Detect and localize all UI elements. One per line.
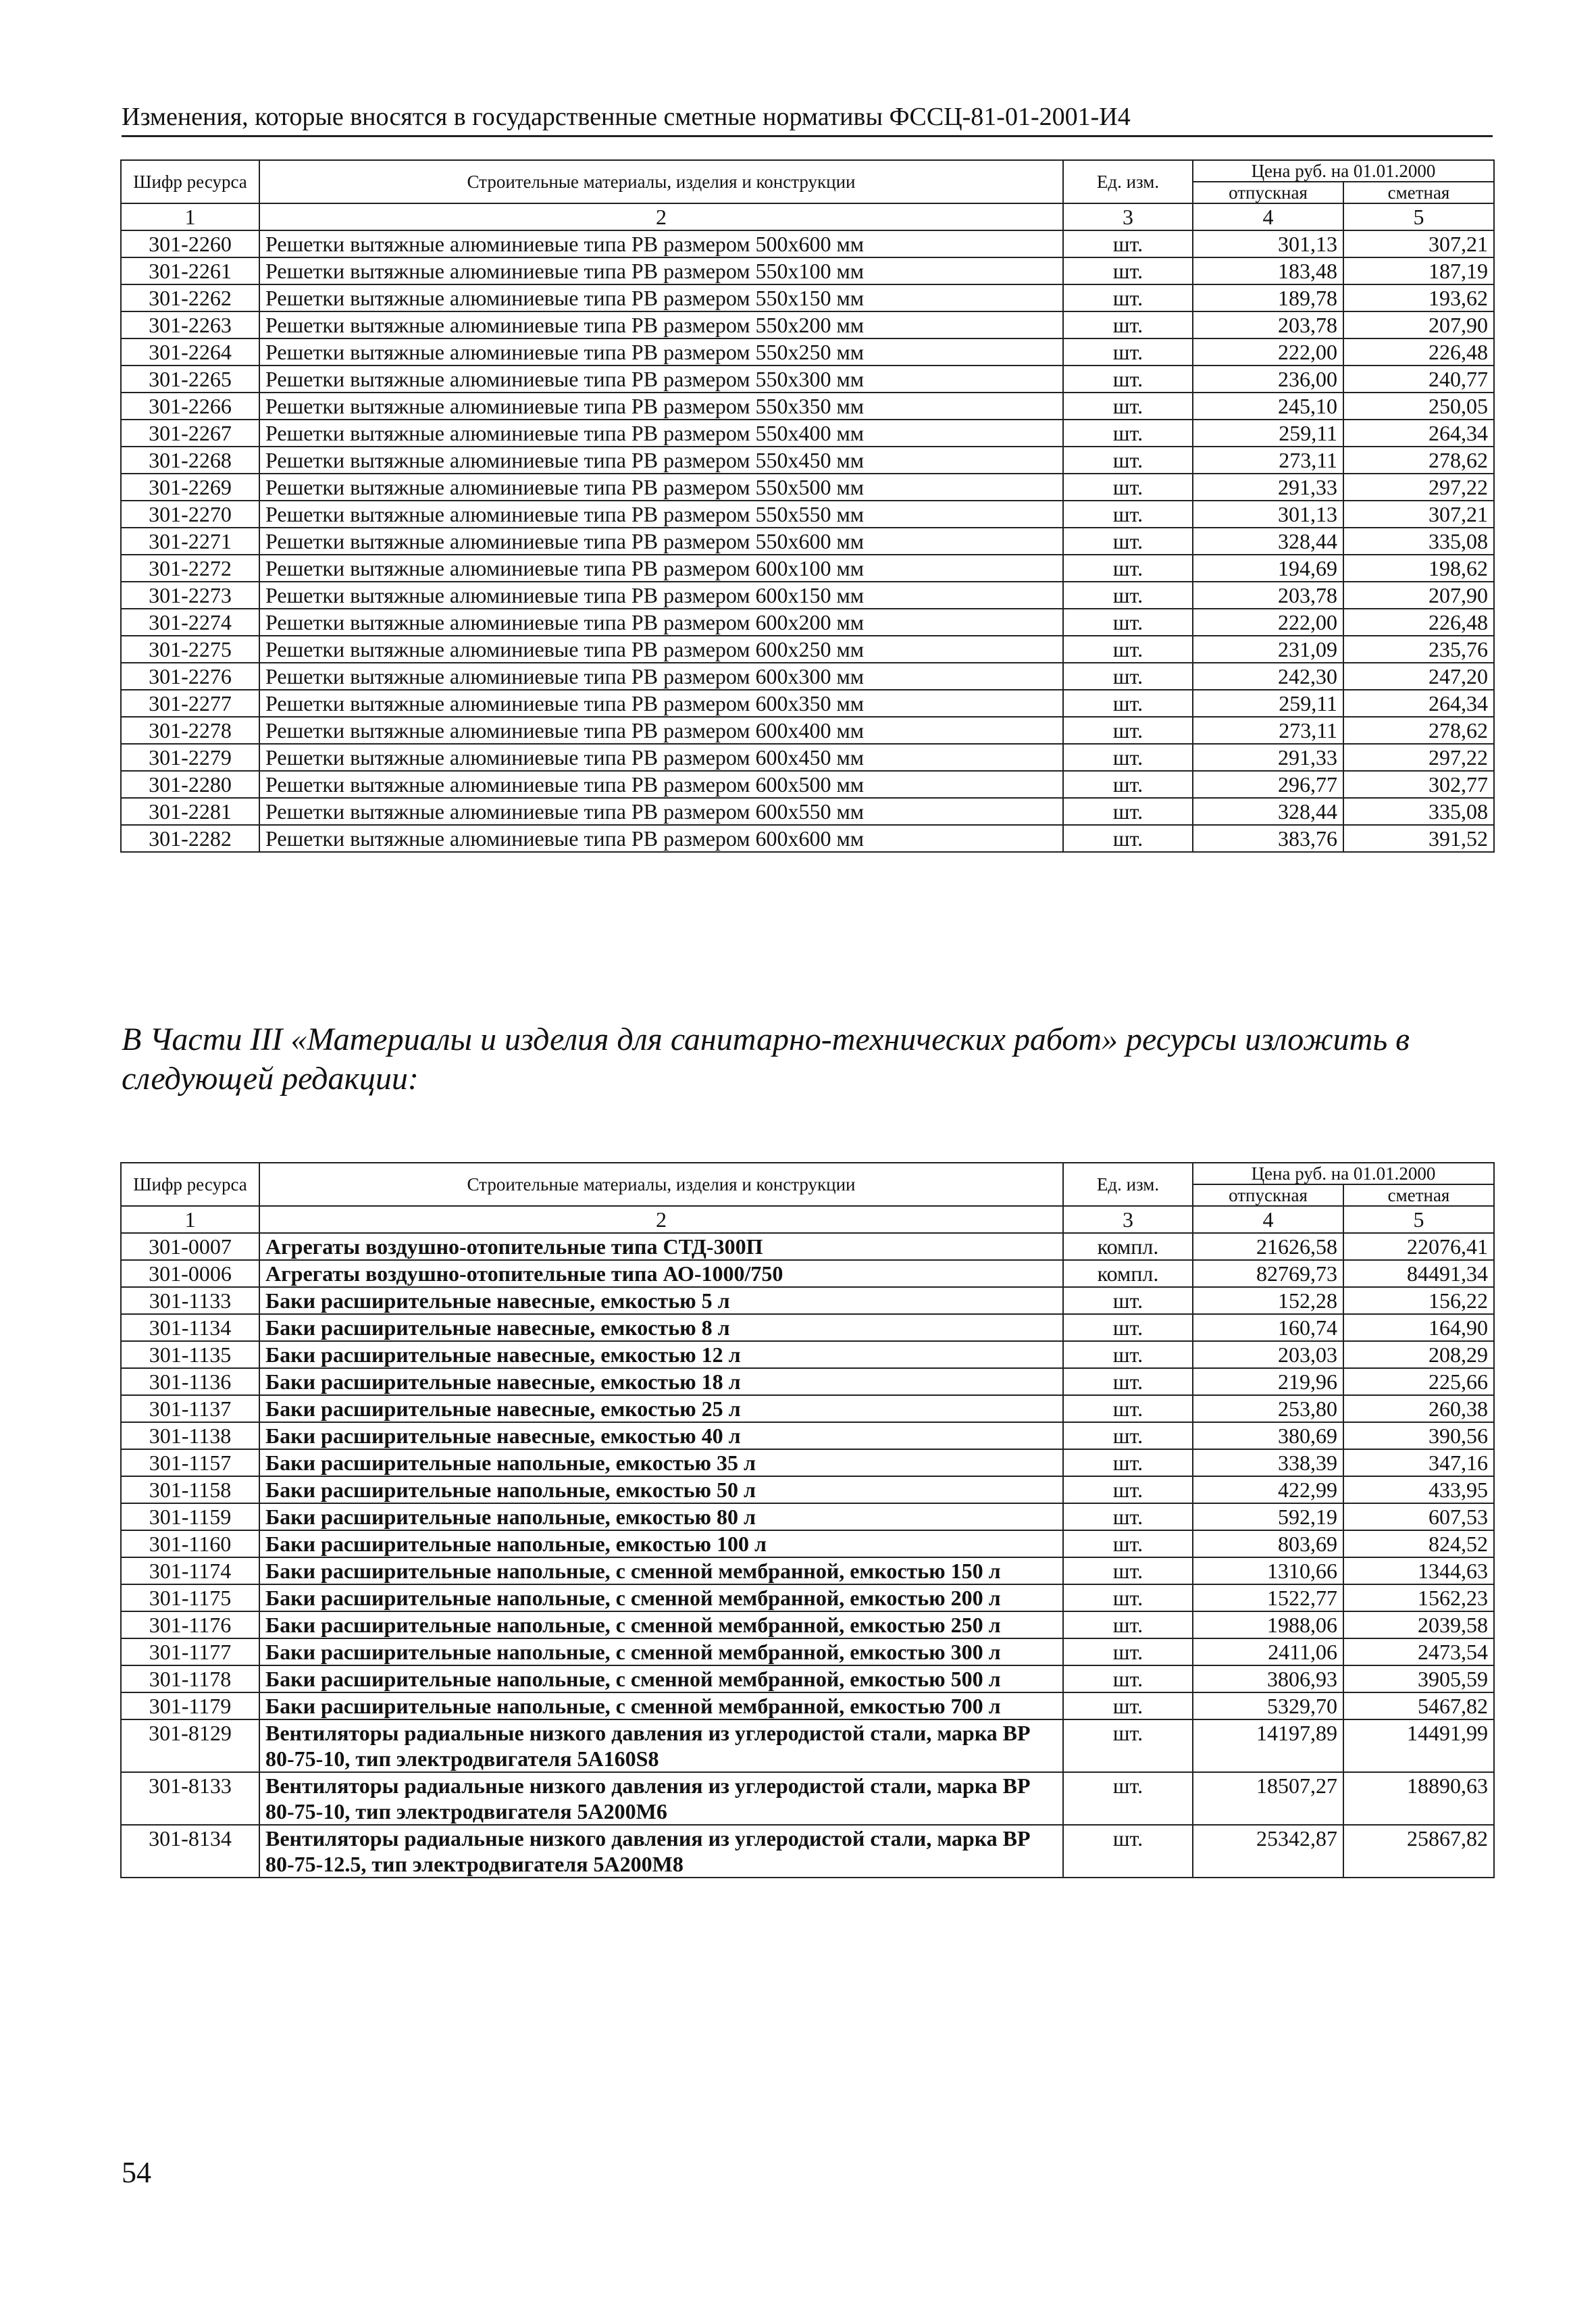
- table-row: [121, 1287, 1494, 1314]
- column-number: 2: [259, 1206, 1063, 1233]
- material-name: Вентиляторы радиальные низкого давления из углеродистой стали, марка ВР 80-75-10, тип электродвигателя 5А160S8: [259, 1719, 1063, 1772]
- unit-cell: шт.: [1063, 501, 1193, 528]
- material-name: Решетки вытяжные алюминиевые типа РВ размером 600x150 мм: [259, 582, 1063, 609]
- estimate-price: 22076,41: [1343, 1233, 1494, 1260]
- unit-cell: шт.: [1063, 609, 1193, 636]
- release-price: 203,03: [1193, 1341, 1343, 1368]
- estimate-price: 14491,99: [1343, 1719, 1494, 1772]
- table-row: [121, 690, 1494, 717]
- material-name: Решетки вытяжные алюминиевые типа РВ размером 550x350 мм: [259, 393, 1063, 420]
- estimate-price: 5467,82: [1343, 1692, 1494, 1719]
- estimate-price: 307,21: [1343, 501, 1494, 528]
- release-price: 18507,27: [1193, 1772, 1343, 1825]
- estimate-price: 302,77: [1343, 771, 1494, 798]
- material-name: Баки расширительные навесные, емкостью 25 л: [259, 1395, 1063, 1422]
- material-name: Баки расширительные напольные, емкостью 35 л: [259, 1449, 1063, 1476]
- release-price: 189,78: [1193, 284, 1343, 311]
- resource-code: 301-2266: [121, 393, 259, 420]
- table-row: [121, 501, 1494, 528]
- estimate-price: 164,90: [1343, 1314, 1494, 1341]
- table-row: [121, 1476, 1494, 1503]
- material-name: Баки расширительные навесные, емкостью 40 л: [259, 1422, 1063, 1449]
- unit-cell: шт.: [1063, 1692, 1193, 1719]
- name-header: Строительные материалы, изделия и конструкции: [259, 1163, 1063, 1206]
- release-price: 328,44: [1193, 528, 1343, 555]
- release-price: 194,69: [1193, 555, 1343, 582]
- estimate-price: 297,22: [1343, 744, 1494, 771]
- estimate-price: 391,52: [1343, 825, 1494, 852]
- material-name: Решетки вытяжные алюминиевые типа РВ размером 550x500 мм: [259, 474, 1063, 501]
- material-name: Решетки вытяжные алюминиевые типа РВ размером 600x550 мм: [259, 798, 1063, 825]
- table-row: [121, 338, 1494, 366]
- estimate-price: 207,90: [1343, 582, 1494, 609]
- estimate-price: 297,22: [1343, 474, 1494, 501]
- unit-header: Ед. изм.: [1063, 1163, 1193, 1206]
- unit-cell: шт.: [1063, 1611, 1193, 1638]
- table-row: [121, 609, 1494, 636]
- table-header-row: [121, 160, 1494, 182]
- resource-code: 301-2281: [121, 798, 259, 825]
- release-price: 301,13: [1193, 230, 1343, 257]
- unit-cell: шт.: [1063, 393, 1193, 420]
- material-name: Баки расширительные навесные, емкостью 18 л: [259, 1368, 1063, 1395]
- table-row: [121, 1233, 1494, 1260]
- material-name: Решетки вытяжные алюминиевые типа РВ размером 600x400 мм: [259, 717, 1063, 744]
- material-name: Решетки вытяжные алюминиевые типа РВ размером 550x250 мм: [259, 338, 1063, 366]
- material-name: Баки расширительные напольные, с сменной мембранной, емкостью 150 л: [259, 1557, 1063, 1584]
- page-number: 54: [122, 2156, 151, 2189]
- material-name: Решетки вытяжные алюминиевые типа РВ размером 600x300 мм: [259, 663, 1063, 690]
- unit-cell: шт.: [1063, 555, 1193, 582]
- release-price: 245,10: [1193, 393, 1343, 420]
- unit-header: Ед. изм.: [1063, 160, 1193, 203]
- price-estimate-header: сметная: [1343, 182, 1494, 203]
- table-row: [121, 1341, 1494, 1368]
- estimate-price: 607,53: [1343, 1503, 1494, 1530]
- release-price: 291,33: [1193, 474, 1343, 501]
- estimate-price: 278,62: [1343, 717, 1494, 744]
- estimate-price: 278,62: [1343, 447, 1494, 474]
- resource-code: 301-1176: [121, 1611, 259, 1638]
- unit-cell: шт.: [1063, 1557, 1193, 1584]
- table-row: [121, 447, 1494, 474]
- table-row: [121, 825, 1494, 852]
- release-price: 2411,06: [1193, 1638, 1343, 1665]
- estimate-price: 84491,34: [1343, 1260, 1494, 1287]
- estimate-price: 198,62: [1343, 555, 1494, 582]
- release-price: 273,11: [1193, 447, 1343, 474]
- table-row: [121, 1772, 1494, 1825]
- table-row: [121, 1719, 1494, 1772]
- table-row: [121, 284, 1494, 311]
- estimate-price: 264,34: [1343, 690, 1494, 717]
- resource-code: 301-0007: [121, 1233, 259, 1260]
- release-price: 1522,77: [1193, 1584, 1343, 1611]
- material-name: Решетки вытяжные алюминиевые типа РВ размером 600x600 мм: [259, 825, 1063, 852]
- unit-cell: шт.: [1063, 1530, 1193, 1557]
- unit-cell: шт.: [1063, 1395, 1193, 1422]
- section-note: В Части III «Материалы и изделия для санитарно-технических работ» ресурсы изложить в следующей редакции:: [122, 1022, 1410, 1097]
- resource-code: 301-8129: [121, 1719, 259, 1772]
- unit-cell: шт.: [1063, 771, 1193, 798]
- resource-code: 301-8133: [121, 1772, 259, 1825]
- unit-cell: шт.: [1063, 798, 1193, 825]
- release-price: 328,44: [1193, 798, 1343, 825]
- resource-code: 301-2268: [121, 447, 259, 474]
- material-name: Баки расширительные напольные, с сменной мембранной, емкостью 700 л: [259, 1692, 1063, 1719]
- table-2-body: [121, 1233, 1494, 1878]
- release-price: 231,09: [1193, 636, 1343, 663]
- resource-code: 301-1178: [121, 1665, 259, 1692]
- material-name: Решетки вытяжные алюминиевые типа РВ размером 600x350 мм: [259, 690, 1063, 717]
- table-row: [121, 1395, 1494, 1422]
- table-row: [121, 1530, 1494, 1557]
- unit-cell: шт.: [1063, 366, 1193, 393]
- unit-cell: шт.: [1063, 1772, 1193, 1825]
- resource-code: 301-1134: [121, 1314, 259, 1341]
- column-number: 5: [1343, 1206, 1494, 1233]
- material-name: Решетки вытяжные алюминиевые типа РВ размером 550x450 мм: [259, 447, 1063, 474]
- release-price: 259,11: [1193, 420, 1343, 447]
- estimate-price: 1344,63: [1343, 1557, 1494, 1584]
- estimate-price: 250,05: [1343, 393, 1494, 420]
- resource-code: 301-8134: [121, 1825, 259, 1878]
- resource-code: 301-2272: [121, 555, 259, 582]
- unit-cell: шт.: [1063, 663, 1193, 690]
- table-row: [121, 1638, 1494, 1665]
- material-name: Решетки вытяжные алюминиевые типа РВ размером 550x150 мм: [259, 284, 1063, 311]
- release-price: 259,11: [1193, 690, 1343, 717]
- unit-cell: шт.: [1063, 311, 1193, 338]
- estimate-price: 335,08: [1343, 528, 1494, 555]
- table-row: [121, 1260, 1494, 1287]
- table-row: [121, 1503, 1494, 1530]
- price-estimate-header: сметная: [1343, 1184, 1494, 1206]
- unit-cell: шт.: [1063, 257, 1193, 284]
- resource-code: 301-2282: [121, 825, 259, 852]
- release-price: 296,77: [1193, 771, 1343, 798]
- code-header: Шифр ресурса: [121, 160, 259, 203]
- release-price: 422,99: [1193, 1476, 1343, 1503]
- unit-cell: шт.: [1063, 230, 1193, 257]
- table-row: [121, 474, 1494, 501]
- material-name: Вентиляторы радиальные низкого давления из углеродистой стали, марка ВР 80-75-12.5, тип электродвигателя 5А200М8: [259, 1825, 1063, 1878]
- estimate-price: 307,21: [1343, 230, 1494, 257]
- estimate-price: 207,90: [1343, 311, 1494, 338]
- resource-code: 301-1133: [121, 1287, 259, 1314]
- material-name: Баки расширительные напольные, емкостью 80 л: [259, 1503, 1063, 1530]
- column-number: 4: [1193, 203, 1343, 230]
- estimate-price: 240,77: [1343, 366, 1494, 393]
- material-name: Решетки вытяжные алюминиевые типа РВ размером 550x600 мм: [259, 528, 1063, 555]
- estimate-price: 1562,23: [1343, 1584, 1494, 1611]
- material-name: Решетки вытяжные алюминиевые типа РВ размером 600x450 мм: [259, 744, 1063, 771]
- table-row: [121, 582, 1494, 609]
- material-name: Баки расширительные навесные, емкостью 8 л: [259, 1314, 1063, 1341]
- table-row: [121, 771, 1494, 798]
- table-row: [121, 717, 1494, 744]
- material-name: Баки расширительные напольные, с сменной мембранной, емкостью 250 л: [259, 1611, 1063, 1638]
- unit-cell: шт.: [1063, 1476, 1193, 1503]
- estimate-price: 824,52: [1343, 1530, 1494, 1557]
- resource-code: 301-2273: [121, 582, 259, 609]
- material-name: Агрегаты воздушно-отопительные типа СТД-300П: [259, 1233, 1063, 1260]
- resource-code: 301-1174: [121, 1557, 259, 1584]
- release-price: 5329,70: [1193, 1692, 1343, 1719]
- material-name: Решетки вытяжные алюминиевые типа РВ размером 500x600 мм: [259, 230, 1063, 257]
- column-number: 3: [1063, 203, 1193, 230]
- unit-cell: шт.: [1063, 582, 1193, 609]
- estimate-price: 18890,63: [1343, 1772, 1494, 1825]
- estimate-price: 335,08: [1343, 798, 1494, 825]
- resource-code: 301-2262: [121, 284, 259, 311]
- release-price: 380,69: [1193, 1422, 1343, 1449]
- release-price: 1310,66: [1193, 1557, 1343, 1584]
- column-number-row: [121, 1206, 1494, 1233]
- release-price: 803,69: [1193, 1530, 1343, 1557]
- unit-cell: шт.: [1063, 447, 1193, 474]
- release-price: 21626,58: [1193, 1233, 1343, 1260]
- estimate-price: 433,95: [1343, 1476, 1494, 1503]
- table-row: [121, 636, 1494, 663]
- resource-code: 301-2260: [121, 230, 259, 257]
- material-name: Баки расширительные навесные, емкостью 12 л: [259, 1341, 1063, 1368]
- table-row: [121, 311, 1494, 338]
- release-price: 152,28: [1193, 1287, 1343, 1314]
- unit-cell: шт.: [1063, 1287, 1193, 1314]
- unit-cell: компл.: [1063, 1233, 1193, 1260]
- resource-code: 301-1135: [121, 1341, 259, 1368]
- release-price: 219,96: [1193, 1368, 1343, 1395]
- resource-code: 301-2267: [121, 420, 259, 447]
- material-name: Баки расширительные напольные, емкостью 100 л: [259, 1530, 1063, 1557]
- resource-code: 301-1138: [121, 1422, 259, 1449]
- unit-cell: шт.: [1063, 1341, 1193, 1368]
- table-row: [121, 1314, 1494, 1341]
- resource-code: 301-1159: [121, 1503, 259, 1530]
- table-row: [121, 744, 1494, 771]
- release-price: 242,30: [1193, 663, 1343, 690]
- material-name: Баки расширительные напольные, емкостью 50 л: [259, 1476, 1063, 1503]
- estimate-price: 156,22: [1343, 1287, 1494, 1314]
- material-name: Решетки вытяжные алюминиевые типа РВ размером 550x100 мм: [259, 257, 1063, 284]
- resource-code: 301-1175: [121, 1584, 259, 1611]
- unit-cell: шт.: [1063, 1503, 1193, 1530]
- estimate-price: 225,66: [1343, 1368, 1494, 1395]
- release-price: 253,80: [1193, 1395, 1343, 1422]
- table-row: [121, 1449, 1494, 1476]
- table-row: [121, 1825, 1494, 1878]
- unit-cell: шт.: [1063, 1368, 1193, 1395]
- release-price: 338,39: [1193, 1449, 1343, 1476]
- unit-cell: шт.: [1063, 1665, 1193, 1692]
- unit-cell: шт.: [1063, 636, 1193, 663]
- release-price: 14197,89: [1193, 1719, 1343, 1772]
- resource-code: 301-2280: [121, 771, 259, 798]
- resource-code: 301-1137: [121, 1395, 259, 1422]
- release-price: 383,76: [1193, 825, 1343, 852]
- release-price: 1988,06: [1193, 1611, 1343, 1638]
- estimate-price: 2039,58: [1343, 1611, 1494, 1638]
- unit-cell: шт.: [1063, 717, 1193, 744]
- material-name: Решетки вытяжные алюминиевые типа РВ размером 600x500 мм: [259, 771, 1063, 798]
- resource-code: 301-2278: [121, 717, 259, 744]
- table-row: [121, 1584, 1494, 1611]
- unit-cell: шт.: [1063, 420, 1193, 447]
- release-price: 3806,93: [1193, 1665, 1343, 1692]
- release-price: 25342,87: [1193, 1825, 1343, 1878]
- table-row: [121, 1665, 1494, 1692]
- price-table-1: [120, 159, 1495, 853]
- table-row: [121, 555, 1494, 582]
- resource-code: 301-2276: [121, 663, 259, 690]
- table-row: [121, 1422, 1494, 1449]
- column-number: 1: [121, 1206, 259, 1233]
- resource-code: 301-2277: [121, 690, 259, 717]
- estimate-price: 247,20: [1343, 663, 1494, 690]
- unit-cell: шт.: [1063, 1449, 1193, 1476]
- release-price: 592,19: [1193, 1503, 1343, 1530]
- table-row: [121, 798, 1494, 825]
- resource-code: 301-0006: [121, 1260, 259, 1287]
- release-price: 183,48: [1193, 257, 1343, 284]
- release-price: 160,74: [1193, 1314, 1343, 1341]
- material-name: Решетки вытяжные алюминиевые типа РВ размером 600x200 мм: [259, 609, 1063, 636]
- unit-cell: шт.: [1063, 1422, 1193, 1449]
- release-price: 222,00: [1193, 338, 1343, 366]
- table-row: [121, 528, 1494, 555]
- material-name: Решетки вытяжные алюминиевые типа РВ размером 550x200 мм: [259, 311, 1063, 338]
- unit-cell: шт.: [1063, 1825, 1193, 1878]
- unit-cell: шт.: [1063, 690, 1193, 717]
- resource-code: 301-2264: [121, 338, 259, 366]
- material-name: Решетки вытяжные алюминиевые типа РВ размером 600x250 мм: [259, 636, 1063, 663]
- unit-cell: шт.: [1063, 474, 1193, 501]
- estimate-price: 208,29: [1343, 1341, 1494, 1368]
- estimate-price: 187,19: [1343, 257, 1494, 284]
- estimate-price: 347,16: [1343, 1449, 1494, 1476]
- resource-code: 301-2271: [121, 528, 259, 555]
- estimate-price: 2473,54: [1343, 1638, 1494, 1665]
- resource-code: 301-2270: [121, 501, 259, 528]
- column-number: 3: [1063, 1206, 1193, 1233]
- price-group-header: Цена руб. на 01.01.2000: [1193, 1163, 1494, 1184]
- estimate-price: 3905,59: [1343, 1665, 1494, 1692]
- price-group-header: Цена руб. на 01.01.2000: [1193, 160, 1494, 182]
- table-1-body: [121, 230, 1494, 852]
- column-number: 4: [1193, 1206, 1343, 1233]
- release-price: 203,78: [1193, 311, 1343, 338]
- column-number: 2: [259, 203, 1063, 230]
- table-row: [121, 1557, 1494, 1584]
- material-name: Баки расширительные навесные, емкостью 5 л: [259, 1287, 1063, 1314]
- release-price: 203,78: [1193, 582, 1343, 609]
- estimate-price: 25867,82: [1343, 1825, 1494, 1878]
- material-name: Решетки вытяжные алюминиевые типа РВ размером 550x550 мм: [259, 501, 1063, 528]
- unit-cell: шт.: [1063, 284, 1193, 311]
- table-header-row: [121, 1163, 1494, 1184]
- resource-code: 301-1136: [121, 1368, 259, 1395]
- release-price: 301,13: [1193, 501, 1343, 528]
- table-row: [121, 1368, 1494, 1395]
- material-name: Баки расширительные напольные, с сменной мембранной, емкостью 500 л: [259, 1665, 1063, 1692]
- unit-cell: компл.: [1063, 1260, 1193, 1287]
- table-row: [121, 420, 1494, 447]
- unit-cell: шт.: [1063, 528, 1193, 555]
- estimate-price: 235,76: [1343, 636, 1494, 663]
- price-release-header: отпускная: [1193, 1184, 1343, 1206]
- material-name: Баки расширительные напольные, с сменной мембранной, емкостью 200 л: [259, 1584, 1063, 1611]
- resource-code: 301-1160: [121, 1530, 259, 1557]
- material-name: Решетки вытяжные алюминиевые типа РВ размером 550x300 мм: [259, 366, 1063, 393]
- release-price: 82769,73: [1193, 1260, 1343, 1287]
- price-table-2: [120, 1162, 1495, 1878]
- resource-code: 301-1179: [121, 1692, 259, 1719]
- table-row: [121, 1692, 1494, 1719]
- estimate-price: 193,62: [1343, 284, 1494, 311]
- table-row: [121, 1611, 1494, 1638]
- table-row: [121, 393, 1494, 420]
- resource-code: 301-2274: [121, 609, 259, 636]
- table-row: [121, 257, 1494, 284]
- resource-code: 301-2275: [121, 636, 259, 663]
- column-number-row: [121, 203, 1494, 230]
- release-price: 273,11: [1193, 717, 1343, 744]
- material-name: Решетки вытяжные алюминиевые типа РВ размером 550x400 мм: [259, 420, 1063, 447]
- unit-cell: шт.: [1063, 338, 1193, 366]
- unit-cell: шт.: [1063, 1719, 1193, 1772]
- resource-code: 301-1158: [121, 1476, 259, 1503]
- page-header: Изменения, которые вносятся в государственные сметные нормативы ФССЦ-81-01-2001-И4: [122, 101, 1493, 137]
- name-header: Строительные материалы, изделия и конструкции: [259, 160, 1063, 203]
- code-header: Шифр ресурса: [121, 1163, 259, 1206]
- table-row: [121, 663, 1494, 690]
- unit-cell: шт.: [1063, 825, 1193, 852]
- estimate-price: 260,38: [1343, 1395, 1494, 1422]
- column-number: 5: [1343, 203, 1494, 230]
- price-release-header: отпускная: [1193, 182, 1343, 203]
- estimate-price: 226,48: [1343, 609, 1494, 636]
- unit-cell: шт.: [1063, 1584, 1193, 1611]
- resource-code: 301-2269: [121, 474, 259, 501]
- release-price: 236,00: [1193, 366, 1343, 393]
- table-row: [121, 366, 1494, 393]
- material-name: Решетки вытяжные алюминиевые типа РВ размером 600x100 мм: [259, 555, 1063, 582]
- resource-code: 301-2261: [121, 257, 259, 284]
- unit-cell: шт.: [1063, 1314, 1193, 1341]
- resource-code: 301-1157: [121, 1449, 259, 1476]
- unit-cell: шт.: [1063, 1638, 1193, 1665]
- resource-code: 301-2263: [121, 311, 259, 338]
- column-number: 1: [121, 203, 259, 230]
- material-name: Баки расширительные напольные, с сменной мембранной, емкостью 300 л: [259, 1638, 1063, 1665]
- estimate-price: 390,56: [1343, 1422, 1494, 1449]
- estimate-price: 264,34: [1343, 420, 1494, 447]
- release-price: 222,00: [1193, 609, 1343, 636]
- resource-code: 301-1177: [121, 1638, 259, 1665]
- material-name: Вентиляторы радиальные низкого давления из углеродистой стали, марка ВР 80-75-10, тип электродвигателя 5А200М6: [259, 1772, 1063, 1825]
- resource-code: 301-2279: [121, 744, 259, 771]
- release-price: 291,33: [1193, 744, 1343, 771]
- estimate-price: 226,48: [1343, 338, 1494, 366]
- resource-code: 301-2265: [121, 366, 259, 393]
- material-name: Агрегаты воздушно-отопительные типа АО-1000/750: [259, 1260, 1063, 1287]
- unit-cell: шт.: [1063, 744, 1193, 771]
- table-row: [121, 230, 1494, 257]
